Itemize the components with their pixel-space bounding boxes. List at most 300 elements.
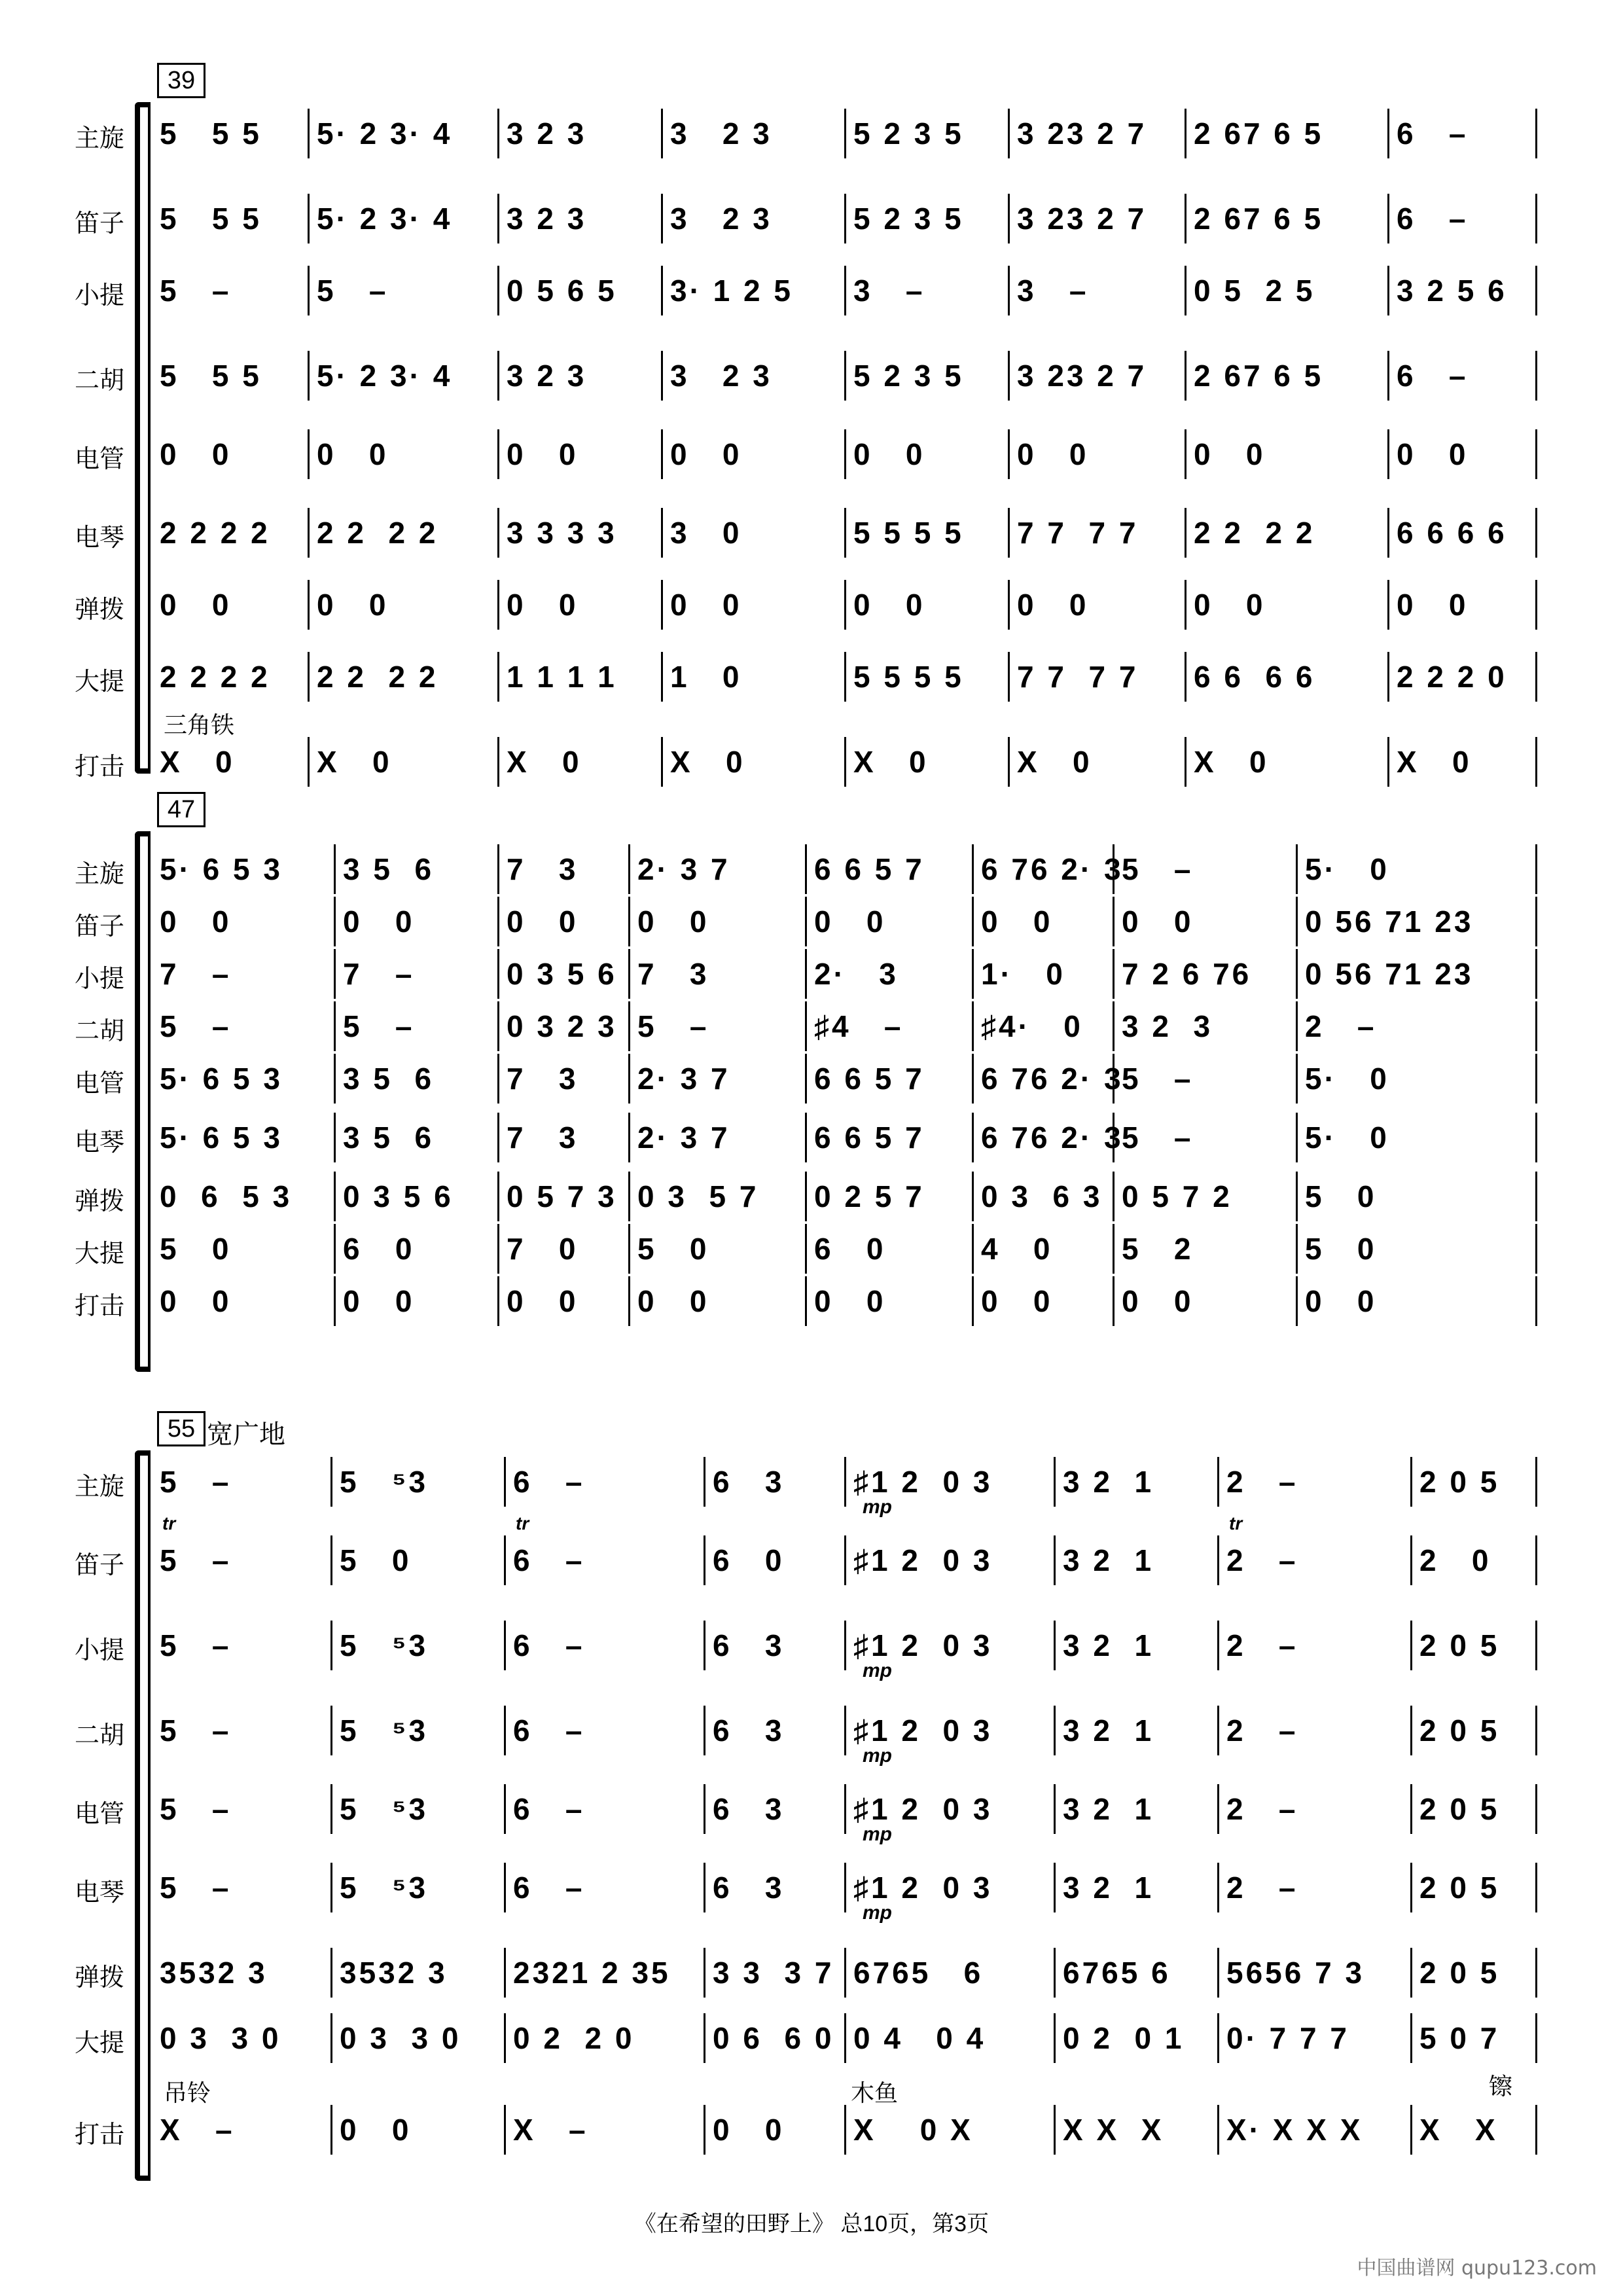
staff-row: [0, 897, 1623, 949]
instrument-label: 电琴: [74, 524, 124, 552]
barline: [1535, 897, 1537, 946]
measure: 1 1 1 1: [507, 660, 617, 694]
page-footer: 《在希望的田野上》 总10页，第3页: [633, 2212, 990, 2236]
measure: 2 –: [1226, 1628, 1298, 1662]
staff-row: [0, 1863, 1623, 1924]
measure: 6 76 2· 3: [981, 1062, 1124, 1096]
measure: 3 2 3: [670, 359, 772, 393]
measure: 3 2 1: [1063, 1543, 1154, 1577]
measure: 2 0 5: [1419, 1713, 1500, 1748]
measure: 5656 7 3: [1226, 1956, 1365, 1990]
measure: X X X: [1063, 2113, 1164, 2147]
measure: ♯1 2 0 3: [853, 1713, 993, 1748]
measure: 0 0: [160, 905, 232, 939]
measure: 0 0: [343, 905, 415, 939]
instrument-label: 打击: [74, 1293, 124, 1320]
measure: ♯4· 0: [981, 1009, 1083, 1043]
measure: 0 0: [814, 1284, 886, 1318]
measure: 7 –: [160, 957, 232, 991]
measure: 3 –: [1017, 274, 1089, 308]
measure: 7 7 7 7: [1017, 660, 1139, 694]
measure: 2· 3 7: [637, 852, 730, 886]
measure: 5 –: [160, 1543, 232, 1577]
instrument-label: 主旋: [74, 1473, 124, 1501]
staff-row: [0, 711, 1623, 789]
measure: 3 2 1: [1063, 1713, 1154, 1748]
measure: 7 3: [637, 957, 709, 991]
measure: 3 0: [670, 516, 742, 550]
measure: 0 0: [853, 437, 925, 471]
measure: 3 5 6: [343, 1121, 435, 1155]
dynamic-mp: mp: [863, 1660, 892, 1681]
measure: 3 23 2 7: [1017, 202, 1147, 236]
staff-row: [0, 2013, 1623, 2066]
measure: 2· 3: [814, 957, 899, 991]
barline: [1535, 737, 1537, 787]
measure: 5 –: [343, 1009, 415, 1043]
measure: 7 0: [507, 1232, 579, 1266]
instrument-label: 打击: [74, 753, 124, 781]
measure: 0 3 3 0: [340, 2021, 461, 2055]
dynamic-mp: mp: [863, 1745, 892, 1767]
measure: 5 –: [1122, 1062, 1194, 1096]
instrument-label: 笛子: [74, 210, 124, 238]
barline: [1535, 508, 1537, 558]
measure: 0 56 71 23: [1305, 905, 1474, 939]
measure: 3 –: [853, 274, 925, 308]
measure: 0 3 5 6: [343, 1179, 454, 1213]
instrument-label: 二胡: [74, 367, 124, 395]
measure: 0 0: [343, 1284, 415, 1318]
measure: 6 –: [513, 1465, 585, 1499]
measure: 3 2 3: [670, 117, 772, 151]
measure: ♯1 2 0 3: [853, 1465, 993, 1499]
measure: 3 2 3: [507, 202, 587, 236]
measure: 6 –: [1397, 359, 1469, 393]
measure: 5 2: [1122, 1232, 1194, 1266]
measure: 2· 3 7: [637, 1121, 730, 1155]
measure: 3 2 3: [507, 359, 587, 393]
measure: 3· 1 2 5: [670, 274, 793, 308]
measure: X 0: [507, 745, 582, 779]
measure: 5· 0: [1305, 1121, 1389, 1155]
staff-row: [0, 844, 1623, 897]
barline: [1535, 194, 1537, 243]
barline: [1535, 1054, 1537, 1103]
barline: [1535, 1621, 1537, 1670]
measure: 0 4 0 4: [853, 2021, 986, 2055]
staff-row: [0, 194, 1623, 246]
measure: 2 67 6 5: [1194, 202, 1324, 236]
measure: 6 –: [1397, 202, 1469, 236]
measure: 2 –: [1226, 1713, 1298, 1748]
measure: 6 –: [513, 1871, 585, 1905]
measure: 6 3: [713, 1628, 785, 1662]
measure: 0 0: [1194, 437, 1266, 471]
measure: 6 3: [713, 1871, 785, 1905]
rehearsal-mark: 47: [157, 792, 205, 827]
measure: 6 –: [513, 1628, 585, 1662]
measure: 6 76 2· 3: [981, 852, 1124, 886]
measure: 2 67 6 5: [1194, 359, 1324, 393]
trill-mark: tr: [162, 1513, 176, 1534]
measure: 5 –: [1122, 852, 1194, 886]
measure: 0 0: [507, 588, 579, 622]
measure: 0 6 6 0: [713, 2021, 834, 2055]
measure: 5 0 7: [1419, 2021, 1500, 2055]
barline: [1535, 580, 1537, 630]
measure: X –: [513, 2113, 588, 2147]
measure: 5 0: [340, 1543, 412, 1577]
measure: 2 0 5: [1419, 1628, 1500, 1662]
measure: 3 5 6: [343, 1062, 435, 1096]
measure: ♯1 2 0 3: [853, 1543, 993, 1577]
measure: 0 3 5 7: [637, 1179, 759, 1213]
measure: 5· 2 3· 4: [317, 202, 453, 236]
staff-row: [0, 1276, 1623, 1329]
measure: 5 –: [160, 1465, 232, 1499]
instrument-label: 二胡: [74, 1018, 124, 1045]
measure: 3532 3: [340, 1956, 448, 1990]
measure: 5 5 5: [160, 202, 262, 236]
measure: 3 2 3: [507, 117, 587, 151]
measure: 0 0: [507, 437, 579, 471]
measure: 3 2 1: [1063, 1628, 1154, 1662]
measure: 5 5 5: [160, 117, 262, 151]
instrument-label: 电管: [74, 1801, 124, 1828]
measure: 5 –: [160, 1628, 232, 1662]
measure: 0 0: [1397, 437, 1469, 471]
instrument-label: 电管: [74, 1070, 124, 1098]
instrument-annotation: 镲: [1489, 2073, 1513, 2100]
measure: 6 –: [1397, 117, 1469, 151]
measure: 3 23 2 7: [1017, 117, 1147, 151]
measure: 0 0: [160, 588, 232, 622]
measure: 2 0 5: [1419, 1792, 1500, 1826]
instrument-label: 主旋: [74, 861, 124, 888]
measure: 0 0: [1397, 588, 1469, 622]
measure: 0 3 2 3: [507, 1009, 617, 1043]
instrument-label: 主旋: [74, 125, 124, 152]
rehearsal-mark: 39: [157, 63, 205, 98]
trill-mark: tr: [516, 1513, 529, 1534]
barline: [1535, 844, 1537, 894]
measure: 2321 2 35: [513, 1956, 671, 1990]
instrument-label: 大提: [74, 2030, 124, 2057]
measure: 3 2 1: [1063, 1792, 1154, 1826]
measure: 0 6 5 3: [160, 1179, 293, 1213]
measure: 6 0: [343, 1232, 415, 1266]
measure: 0 2 2 0: [513, 2021, 635, 2055]
measure: 5 0: [160, 1232, 232, 1266]
staff-row: [0, 949, 1623, 1001]
measure: 2 67 6 5: [1194, 117, 1324, 151]
measure: 0 0: [1122, 905, 1194, 939]
measure: 1· 0: [981, 957, 1065, 991]
watermark-logo: 中国曲谱网 qupu123.com: [1357, 2257, 1597, 2280]
instrument-label: 电管: [74, 446, 124, 473]
instrument-label: 小提: [74, 1637, 124, 1664]
measure: 0 0: [1122, 1284, 1194, 1318]
measure: 2 2 2 2: [160, 660, 270, 694]
measure: X X: [1419, 2113, 1498, 2147]
staff-row: [0, 1224, 1623, 1276]
instrument-label: 弹拨: [74, 1964, 124, 1992]
staff-row: [0, 1054, 1623, 1106]
measure: 0 2 5 7: [814, 1179, 925, 1213]
measure: 7 3: [507, 1121, 579, 1155]
measure: ♯1 2 0 3: [853, 1871, 993, 1905]
measure: 6 3: [713, 1465, 785, 1499]
staff-row: [0, 429, 1623, 482]
measure: 6 6 5 7: [814, 1062, 925, 1096]
measure: 7 3: [507, 852, 579, 886]
measure: 3 2 5 6: [1397, 274, 1507, 308]
staff-row: [0, 508, 1623, 560]
measure: X 0: [1017, 745, 1092, 779]
measure: 5 5 5: [160, 359, 262, 393]
measure: 2· 3 7: [637, 1062, 730, 1096]
measure: 6 6 5 7: [814, 852, 925, 886]
staff-row: [0, 2073, 1623, 2157]
measure: X 0: [317, 745, 392, 779]
measure: 7 2 6 76: [1122, 957, 1252, 991]
staff-row: [0, 266, 1623, 318]
instrument-label: 大提: [74, 668, 124, 696]
measure: 5· 2 3· 4: [317, 117, 453, 151]
measure: 5· 6 5 3: [160, 1062, 283, 1096]
measure: X· X X X: [1226, 2113, 1363, 2147]
measure: 3 3 3 3: [507, 516, 617, 550]
measure: X 0: [1397, 745, 1472, 779]
measure: ♯4 –: [814, 1009, 904, 1043]
barline: [1535, 1276, 1537, 1326]
measure: 2 –: [1226, 1871, 1298, 1905]
measure: 2 2 2 2: [317, 516, 438, 550]
measure: 0 0: [853, 588, 925, 622]
instrument-label: 笛子: [74, 913, 124, 941]
measure: 0 0: [507, 905, 579, 939]
staff-row: [0, 652, 1623, 704]
measure: 0 56 71 23: [1305, 957, 1474, 991]
measure: 6765 6: [853, 1956, 984, 1990]
measure: 5 2 3 5: [853, 202, 964, 236]
measure: 5 5 5 5: [853, 516, 964, 550]
measure: 5 ⁵3: [340, 1465, 429, 1499]
measure: 3 2 1: [1063, 1465, 1154, 1499]
measure: 0 0: [637, 1284, 709, 1318]
measure: 3 2 3: [1122, 1009, 1213, 1043]
measure: 5 ⁵3: [340, 1792, 429, 1826]
measure: 6 6 6 6: [1194, 660, 1315, 694]
measure: 0 0: [160, 1284, 232, 1318]
barline: [1535, 1706, 1537, 1755]
barline: [1535, 429, 1537, 479]
staff-row: [0, 1784, 1623, 1845]
measure: 7 –: [343, 957, 415, 991]
dynamic-mp: mp: [863, 1823, 892, 1845]
measure: 1 0: [670, 660, 742, 694]
measure: 0 0: [340, 2113, 412, 2147]
measure: 4 0: [981, 1232, 1053, 1266]
instrument-label: 电琴: [74, 1879, 124, 1907]
barline: [1535, 2013, 1537, 2063]
measure: 2 0 5: [1419, 1956, 1500, 1990]
instrument-label: 打击: [74, 2121, 124, 2149]
barline: [1535, 2105, 1537, 2155]
measure: X 0: [853, 745, 929, 779]
barline: [1535, 1113, 1537, 1162]
measure: 0 0: [160, 437, 232, 471]
measure: 0 0: [713, 2113, 785, 2147]
instrument-label: 弹拨: [74, 1188, 124, 1215]
measure: 0 5 7 2: [1122, 1179, 1232, 1213]
staff-row: [0, 1706, 1623, 1767]
measure: 0 0: [1017, 437, 1089, 471]
barline: [1535, 109, 1537, 158]
measure: 2 0 5: [1419, 1871, 1500, 1905]
measure: 5 –: [160, 1713, 232, 1748]
measure: 3 5 6: [343, 852, 435, 886]
measure: 5· 0: [1305, 852, 1389, 886]
dynamic-mp: mp: [863, 1902, 892, 1924]
measure: 6 3: [713, 1792, 785, 1826]
measure: 5· 6 5 3: [160, 852, 283, 886]
measure: 6 6 6 6: [1397, 516, 1507, 550]
staff-row: [0, 1172, 1623, 1224]
staff-row: [0, 580, 1623, 632]
staff-row: [0, 1513, 1623, 1588]
measure: 6 –: [513, 1713, 585, 1748]
instrument-annotation: 三角铁: [164, 711, 235, 738]
instrument-label: 电琴: [74, 1129, 124, 1157]
measure: 7 7 7 7: [1017, 516, 1139, 550]
measure: 0 0: [981, 905, 1053, 939]
measure: 0 5 7 3: [507, 1179, 617, 1213]
measure: 0 0: [317, 437, 389, 471]
measure: 5 –: [160, 274, 232, 308]
staff-row: [0, 1457, 1623, 1518]
measure: 0 3 6 3: [981, 1179, 1103, 1213]
barline: [1535, 1172, 1537, 1221]
staff-row: [0, 1948, 1623, 2000]
staff-row: [0, 1621, 1623, 1681]
measure: 5 –: [317, 274, 389, 308]
measure: 6 0: [814, 1232, 886, 1266]
instrument-label: 小提: [74, 965, 124, 993]
measure: 0 0: [317, 588, 389, 622]
measure: 2 2 2 2: [317, 660, 438, 694]
measure: 2 2 2 2: [1194, 516, 1315, 550]
barline: [1535, 1784, 1537, 1834]
tempo-marking: 宽广地: [207, 1420, 285, 1449]
measure: 5· 6 5 3: [160, 1121, 283, 1155]
barline: [1535, 1948, 1537, 1998]
measure: X –: [160, 2113, 235, 2147]
measure: 3 2 3: [670, 202, 772, 236]
measure: 0 0: [507, 1284, 579, 1318]
measure: 0 5 2 5: [1194, 274, 1315, 308]
measure: 3 2 1: [1063, 1871, 1154, 1905]
instrument-label: 小提: [74, 282, 124, 310]
measure: 5 0: [1305, 1232, 1377, 1266]
trill-mark: tr: [1229, 1513, 1243, 1534]
measure: 2 –: [1226, 1792, 1298, 1826]
measure: 2 –: [1226, 1543, 1298, 1577]
measure: ♯1 2 0 3: [853, 1628, 993, 1662]
measure: 2 2 2 0: [1397, 660, 1507, 694]
measure: 5 0: [1305, 1179, 1377, 1213]
measure: 0 0: [1305, 1284, 1377, 1318]
measure: 5 ⁵3: [340, 1713, 429, 1748]
staff-row: [0, 1001, 1623, 1054]
measure: 3 3 3 7: [713, 1956, 834, 1990]
measure: X 0 X: [853, 2113, 973, 2147]
measure: 6765 6: [1063, 1956, 1171, 1990]
instrument-label: 弹拨: [74, 596, 124, 624]
measure: 2 0: [1419, 1543, 1491, 1577]
barline: [1535, 1457, 1537, 1507]
instrument-label: 大提: [74, 1240, 124, 1268]
measure: 5 –: [160, 1009, 232, 1043]
measure: 6 0: [713, 1543, 785, 1577]
instrument-label: 笛子: [74, 1552, 124, 1579]
measure: 0 0: [1017, 588, 1089, 622]
dynamic-mp: mp: [863, 1496, 892, 1518]
measure: 5 –: [160, 1792, 232, 1826]
measure: 5· 0: [1305, 1062, 1389, 1096]
barline: [1535, 949, 1537, 999]
measure: 2 0 5: [1419, 1465, 1500, 1499]
measure: 3532 3: [160, 1956, 268, 1990]
measure: 6 –: [513, 1792, 585, 1826]
measure: 5 –: [1122, 1121, 1194, 1155]
measure: 0 0: [981, 1284, 1053, 1318]
measure: 2 –: [1305, 1009, 1377, 1043]
measure: 5· 2 3· 4: [317, 359, 453, 393]
measure: 0 0: [1194, 588, 1266, 622]
measure: 0 3 3 0: [160, 2021, 281, 2055]
measure: 5 –: [160, 1871, 232, 1905]
measure: 0 0: [670, 437, 742, 471]
measure: X 0: [1194, 745, 1269, 779]
barline: [1535, 652, 1537, 702]
measure: 5 ⁵3: [340, 1871, 429, 1905]
barline: [1535, 266, 1537, 315]
measure: 6 3: [713, 1713, 785, 1748]
measure: 0 0: [814, 905, 886, 939]
measure: 0 5 6 5: [507, 274, 617, 308]
measure: X 0: [160, 745, 235, 779]
measure: 2 –: [1226, 1465, 1298, 1499]
measure: 3 23 2 7: [1017, 359, 1147, 393]
instrument-annotation: 吊铃: [164, 2079, 211, 2106]
measure: 0 0: [670, 588, 742, 622]
measure: 6 6 5 7: [814, 1121, 925, 1155]
measure: 0 0: [637, 905, 709, 939]
measure: 5 2 3 5: [853, 359, 964, 393]
measure: 6 76 2· 3: [981, 1121, 1124, 1155]
barline: [1535, 1863, 1537, 1912]
staff-row: [0, 351, 1623, 403]
measure: X 0: [670, 745, 745, 779]
measure: 5 ⁵3: [340, 1628, 429, 1662]
measure: ♯1 2 0 3: [853, 1792, 993, 1826]
measure: 6 –: [513, 1543, 585, 1577]
measure: 5 –: [637, 1009, 709, 1043]
measure: 2 2 2 2: [160, 516, 270, 550]
measure: 0 3 5 6: [507, 957, 617, 991]
